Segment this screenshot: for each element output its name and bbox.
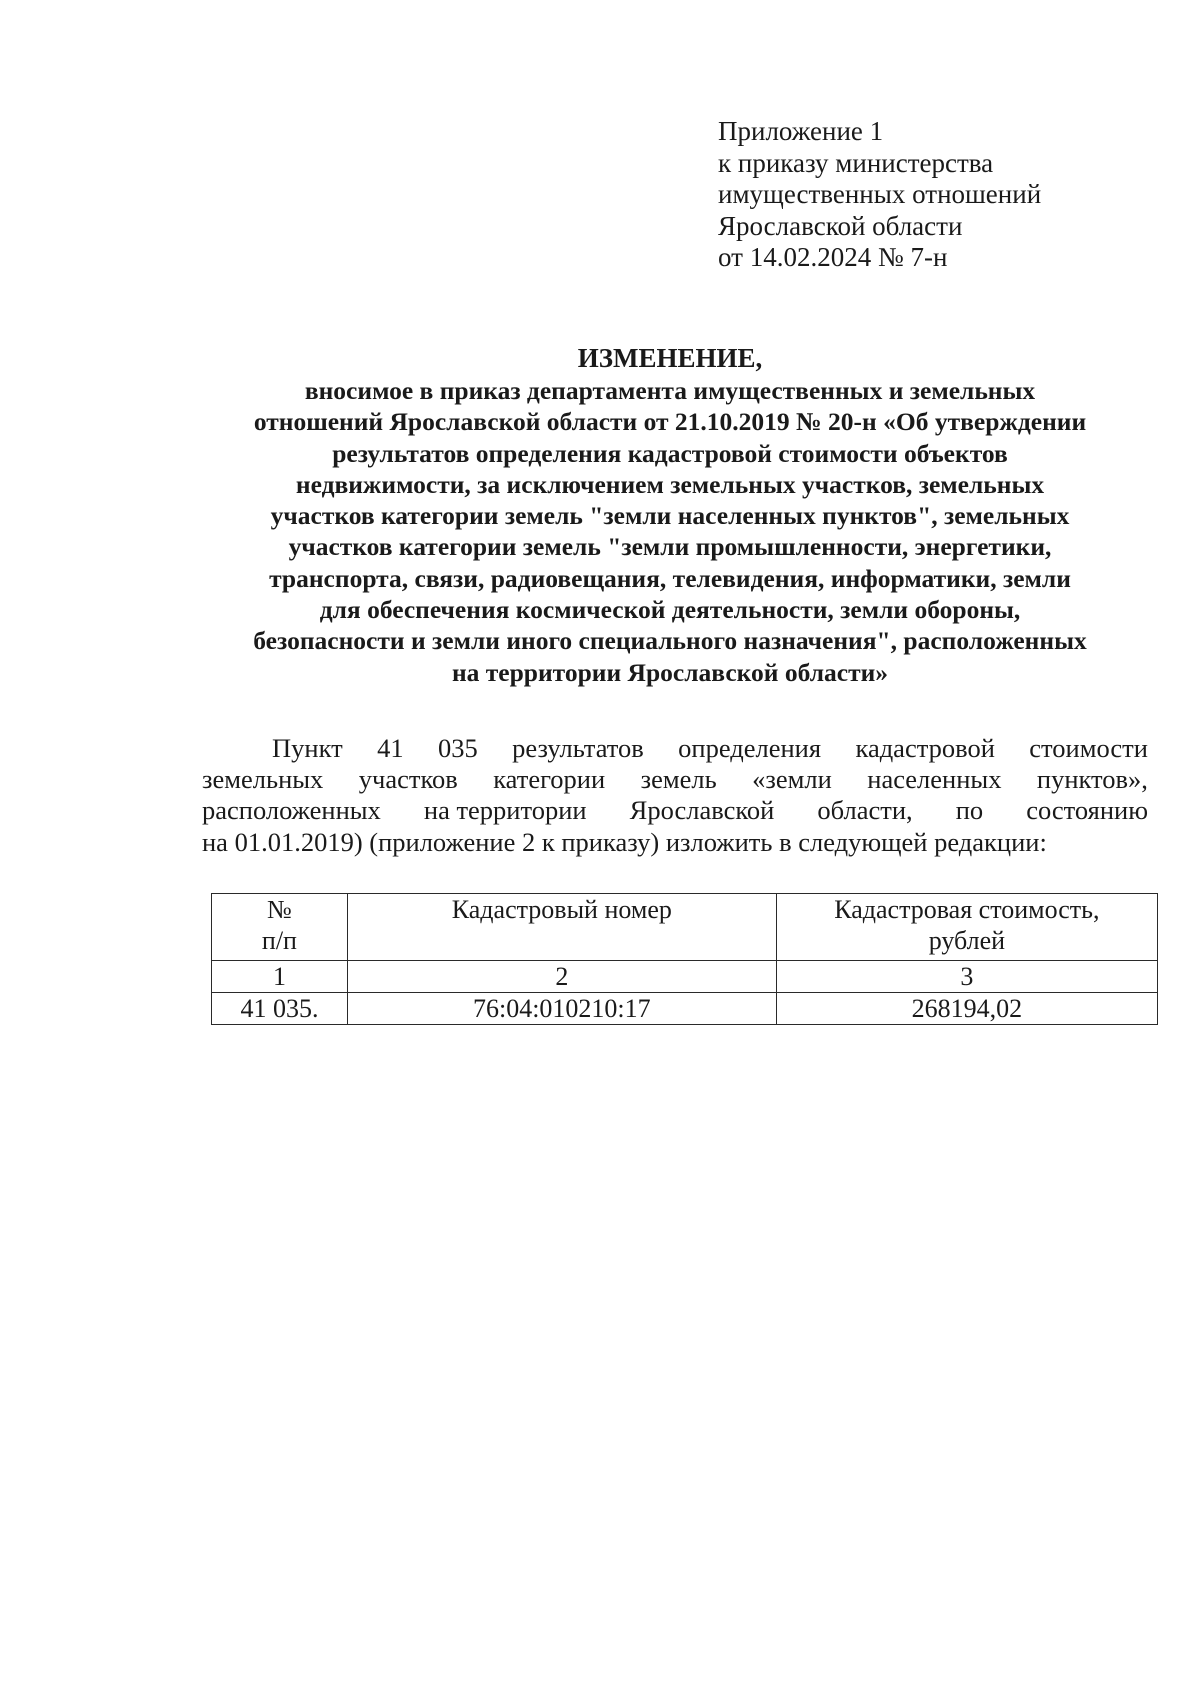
title-line-5: участков категории земель "земли населенных пунктов", земельных (270, 501, 1070, 531)
paragraph-word: земельных (202, 764, 324, 795)
paragraph-line-1 (202, 733, 1148, 764)
table-column-numbers-row (212, 961, 1158, 993)
paragraph-word: категории (493, 764, 606, 795)
title-line-10: на территории Ярославской области» (451, 657, 889, 687)
title-line-9: безопасности и земли иного специального назначения", расположенных (253, 626, 1087, 656)
paragraph-word: состоянию (1026, 795, 1148, 826)
header-cadastral-value (776, 894, 1157, 961)
header-value-line-1: Кадастровая стоимость, (834, 895, 1100, 924)
table-row (212, 993, 1158, 1025)
paragraph-word: области, (817, 795, 913, 826)
title-line-7: транспорта, связи, радиовещания, телевидения, информатики, земли (269, 563, 1071, 593)
document-title (195, 342, 1145, 688)
paragraph-line-4-text: на 01.01.2019) (приложение 2 к приказу) изложить в следующей редакции: (202, 826, 1047, 857)
paragraph-line-2 (202, 764, 1148, 795)
paragraph-word: кадастровой (855, 733, 995, 763)
header-cadastral-number (347, 894, 776, 961)
row-cadastral-number: 76:04:010210:17 (347, 993, 776, 1025)
paragraph-line-3 (202, 795, 1148, 826)
paragraph-word: по (955, 795, 984, 826)
title-line-4: недвижимости, за исключением земельных участков, земельных (295, 469, 1045, 499)
title-line-8: для обеспечения космической деятельности, земли обороны, (319, 595, 1021, 625)
paragraph-word: расположенных (202, 795, 381, 826)
header-number-line-1: № (267, 895, 292, 924)
paragraph-word: стоимости (1029, 733, 1148, 763)
column-number-1: 1 (212, 961, 348, 993)
paragraph-word: Пункт (272, 733, 343, 763)
header-cadastral-number-text: Кадастровый номер (451, 895, 672, 924)
appendix-line-4: Ярославской области (718, 210, 963, 241)
paragraph-word: Ярославской (629, 795, 775, 826)
column-number-2: 2 (347, 961, 776, 993)
paragraph-word: 41 (377, 733, 404, 763)
header-number-line-2: п/п (261, 926, 297, 955)
appendix-line-3: имущественных отношений (718, 179, 1042, 209)
paragraph-word: населенных (867, 764, 1002, 795)
header-number (212, 894, 348, 961)
row-cadastral-value: 268194,02 (776, 993, 1157, 1025)
paragraph-word: «земли (752, 764, 832, 795)
paragraph-word: 035 (438, 733, 478, 763)
paragraph-word: определения (678, 733, 822, 763)
appendix-line-5: от 14.02.2024 № 7-н (718, 242, 948, 272)
row-number: 41 035. (212, 993, 348, 1025)
column-number-3: 3 (776, 961, 1157, 993)
paragraph-word: результатов (512, 733, 644, 763)
title-line-2: отношений Ярославской области от 21.10.2019 № 20-н «Об утверждении (253, 407, 1087, 437)
appendix-reference (718, 116, 1041, 274)
title-line-6: участков категории земель "земли промышленности, энергетики, (288, 532, 1052, 562)
header-value-line-2: рублей (928, 926, 1006, 955)
title-heading: ИЗМЕНЕНИЕ, (577, 343, 763, 373)
title-line-1: вносимое в приказ департамента имущественных и земельных (304, 376, 1036, 405)
paragraph-word: пунктов», (1036, 764, 1148, 795)
body-paragraph (202, 733, 1148, 858)
appendix-line-2: к приказу министерства (718, 147, 994, 178)
cadastral-table (211, 893, 1158, 1025)
table-header-row (212, 894, 1158, 961)
paragraph-word: участков (358, 764, 458, 795)
paragraph-word: на территории (423, 795, 587, 826)
paragraph-line-4 (202, 827, 1148, 858)
title-line-3: результатов определения кадастровой стоимости объектов (332, 438, 1008, 468)
appendix-line-1: Приложение 1 (718, 116, 884, 146)
paragraph-word: земель (640, 764, 717, 795)
